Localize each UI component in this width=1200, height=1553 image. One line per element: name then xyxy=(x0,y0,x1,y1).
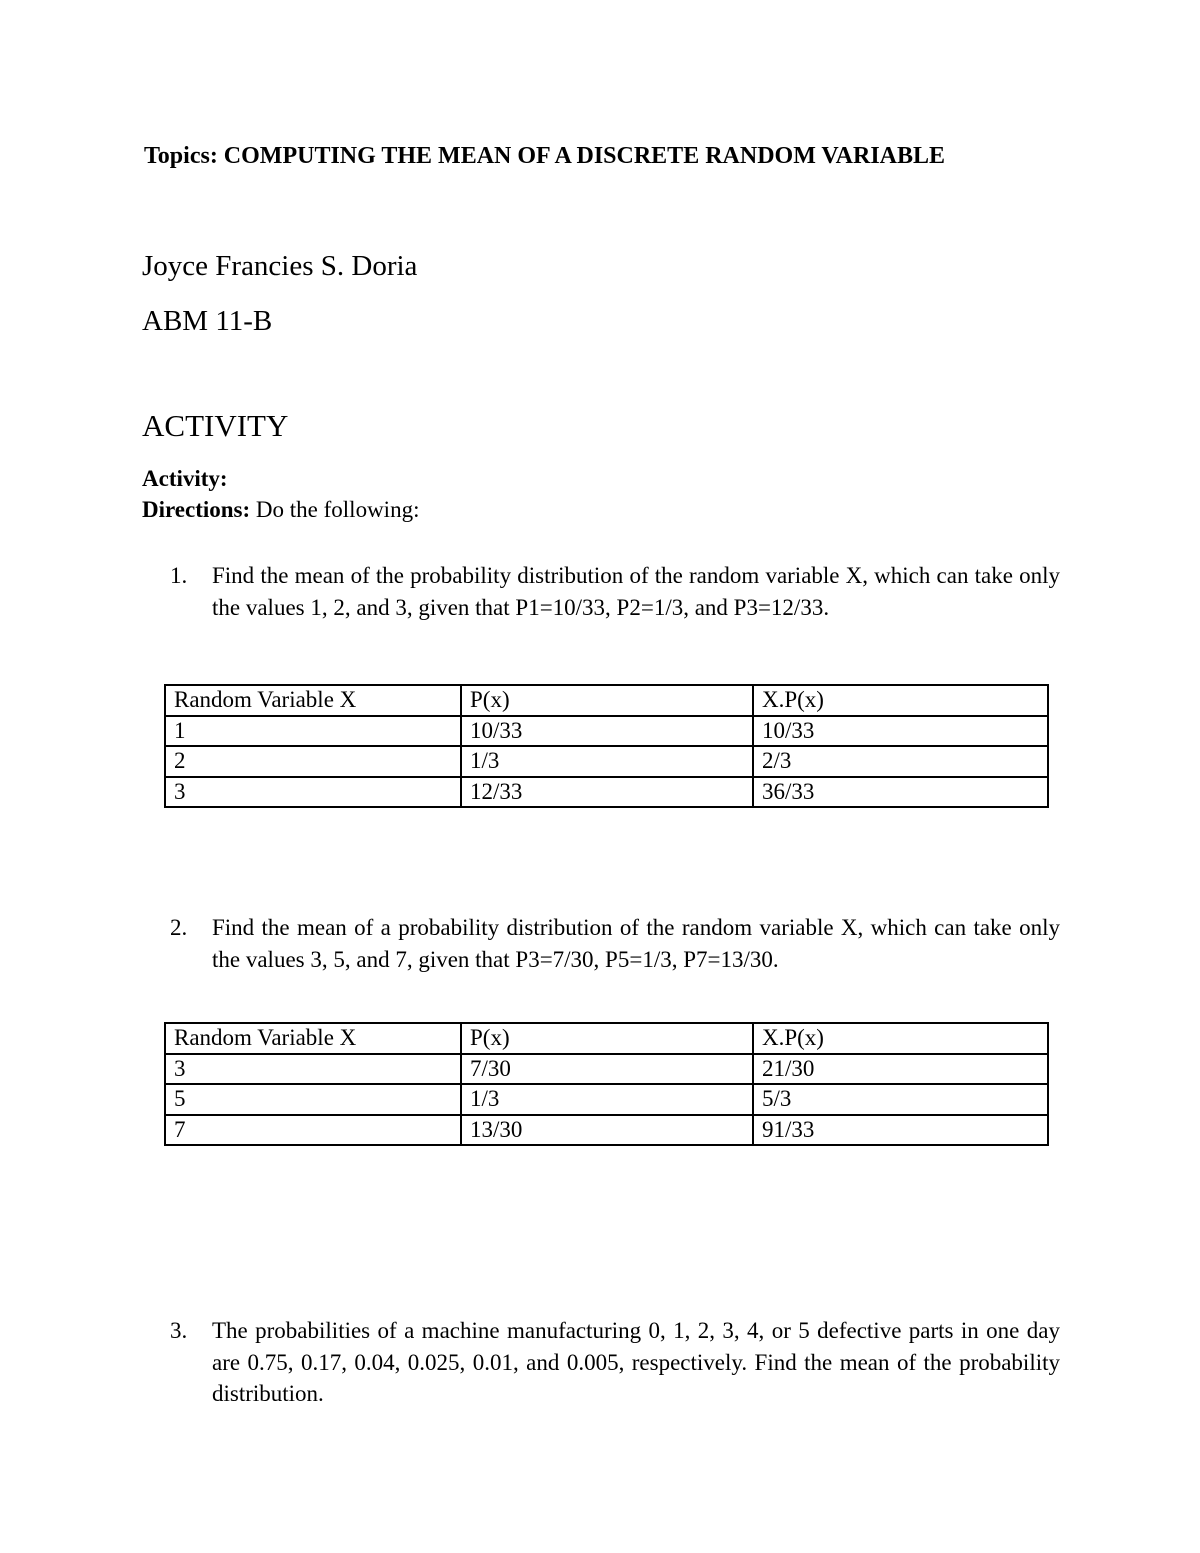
table-cell: 7 xyxy=(165,1115,461,1146)
question-1 xyxy=(170,560,1060,623)
table-row xyxy=(165,1084,1048,1115)
question-text: The probabilities of a machine manufacturing 0, 1, 2, 3, 4, or 5 defective parts in one day are 0.75, 0.17, 0.04, 0.025, 0.01, and 0.005, respectively. Find the mean of the probability distribution. xyxy=(212,1318,1060,1406)
table-row xyxy=(165,716,1048,747)
table-header-cell: P(x) xyxy=(461,1023,753,1054)
distribution-table-1 xyxy=(164,684,1049,808)
table-cell: 12/33 xyxy=(461,777,753,808)
directions-text: Do the following: xyxy=(250,497,420,522)
table-cell: 91/33 xyxy=(753,1115,1048,1146)
activity-label: Activity: xyxy=(142,466,228,491)
question-number: 1. xyxy=(170,563,188,588)
table-row xyxy=(165,746,1048,777)
student-name: Joyce Francies S. Doria xyxy=(142,250,418,282)
table-cell: 2 xyxy=(165,746,461,777)
question-text: Find the mean of a probability distribution of the random variable X, which can take only the values 3, 5, and 7, given that P3=7/30, P5=1/3, P7=13/30. xyxy=(212,915,1060,972)
table-cell: 36/33 xyxy=(753,777,1048,808)
student-section: ABM 11-B xyxy=(142,305,273,337)
table-cell: 1/3 xyxy=(461,1084,753,1115)
question-2 xyxy=(170,912,1060,975)
table-header-cell: Random Variable X xyxy=(165,1023,461,1054)
table-cell: 13/30 xyxy=(461,1115,753,1146)
table-cell: 7/30 xyxy=(461,1054,753,1085)
table-row xyxy=(165,777,1048,808)
question-number: 3. xyxy=(170,1318,188,1343)
table-header-row xyxy=(165,1023,1048,1054)
table-cell: 3 xyxy=(165,777,461,808)
table-header-cell: X.P(x) xyxy=(753,1023,1048,1054)
table-cell: 10/33 xyxy=(461,716,753,747)
directions xyxy=(142,497,419,523)
table-header-cell: X.P(x) xyxy=(753,685,1048,716)
table-header-cell: Random Variable X xyxy=(165,685,461,716)
table-cell: 3 xyxy=(165,1054,461,1085)
distribution-table-2 xyxy=(164,1022,1049,1146)
table-cell: 10/33 xyxy=(753,716,1048,747)
table-cell: 21/30 xyxy=(753,1054,1048,1085)
question-3 xyxy=(170,1315,1060,1410)
topic-title: Topics: COMPUTING THE MEAN OF A DISCRETE RANDOM VARIABLE xyxy=(144,143,946,169)
table-cell: 1 xyxy=(165,716,461,747)
activity-heading: ACTIVITY xyxy=(142,408,289,443)
table-cell: 1/3 xyxy=(461,746,753,777)
table-row xyxy=(165,1054,1048,1085)
directions-label: Directions: xyxy=(142,497,251,522)
question-text: Find the mean of the probability distribution of the random variable X, which can take only the values 1, 2, and 3, given that P1=10/33, P2=1/3, and P3=12/33. xyxy=(212,563,1060,620)
table-header-row xyxy=(165,685,1048,716)
table-cell: 2/3 xyxy=(753,746,1048,777)
table-cell: 5 xyxy=(165,1084,461,1115)
table-cell: 5/3 xyxy=(753,1084,1048,1115)
table-header-cell: P(x) xyxy=(461,685,753,716)
table-row xyxy=(165,1115,1048,1146)
question-number: 2. xyxy=(170,915,188,940)
